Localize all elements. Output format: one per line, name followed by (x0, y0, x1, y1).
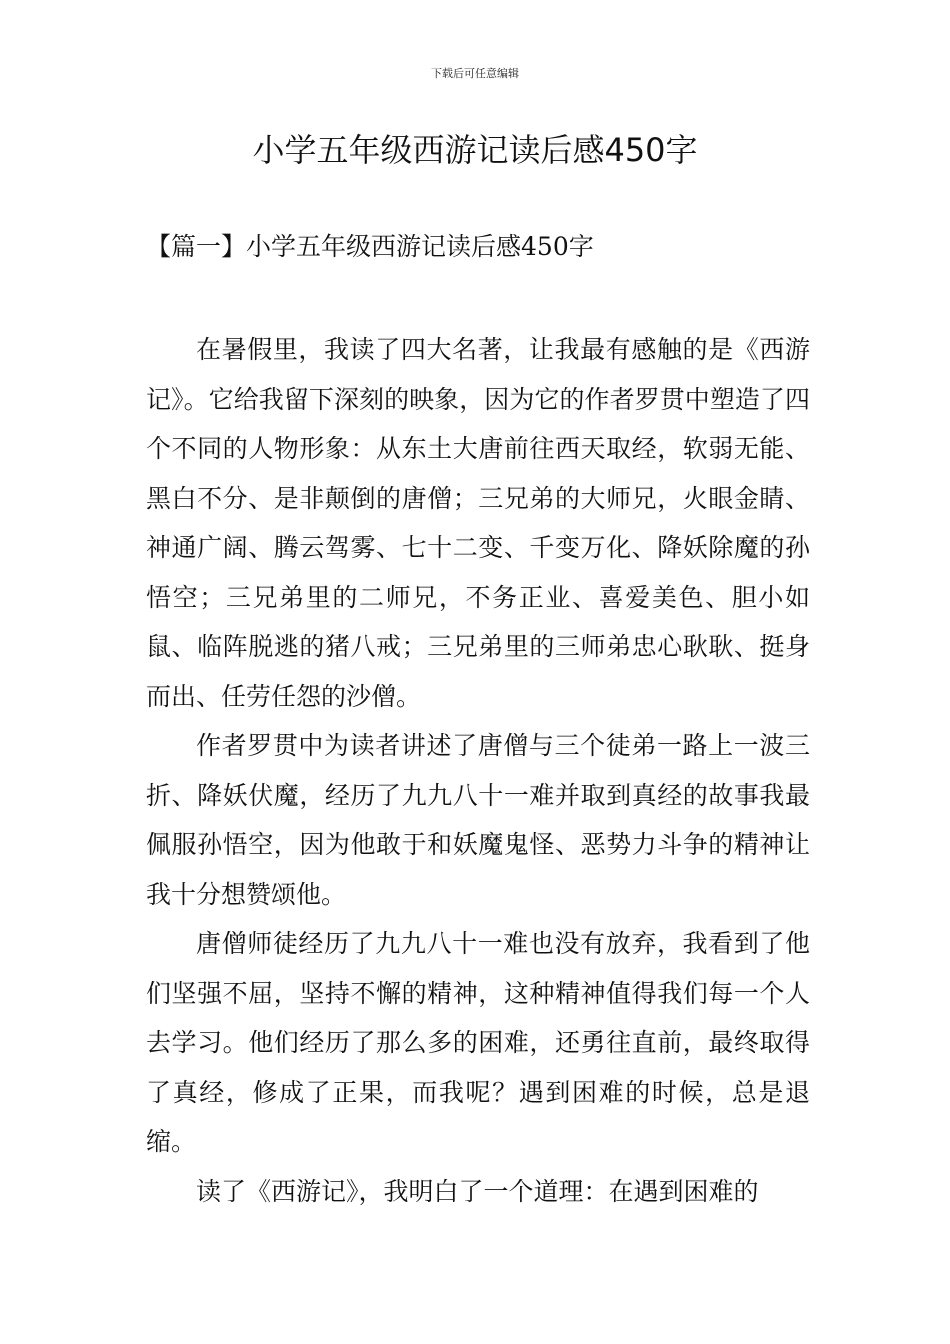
article-body (146, 325, 810, 1216)
header-note: 下载后可任意编辑 (431, 67, 519, 80)
section-heading: 【篇一】小学五年级西游记读后感450字 (146, 232, 594, 261)
paragraph: 唐僧师徒经历了九九八十一难也没有放弃，我看到了他们坚强不屈，坚持不懈的精神，这种精神值得我们每一个人去学习。他们经历了那么多的困难，还勇往直前，最终取得了真经，修成了正果，而我呢？遇到困难的时候，总是退缩。 (146, 929, 810, 1156)
document-title: 小学五年级西游记读后感450字 (252, 131, 698, 169)
paragraph: 读了《西游记》，我明白了一个道理：在遇到困难的 (196, 1176, 759, 1206)
paragraph: 在暑假里，我读了四大名著，让我最有感触的是《西游记》。它给我留下深刻的映象，因为它的作者罗贯中塑造了四个不同的人物形象：从东土大唐前往西天取经，软弱无能、黑白不分、是非颠倒的唐僧；三兄弟的大师兄，火眼金睛、神通广阔、腾云驾雾、七十二变、千变万化、降妖除魔的孙悟空；三兄弟里的二师兄，不务正业、喜爱美色、胆小如鼠、临阵脱逃的猪八戒；三兄弟里的三师弟忠心耿耿、挺身而出、任劳任怨的沙僧。 (146, 335, 810, 711)
paragraph: 作者罗贯中为读者讲述了唐僧与三个徒弟一路上一波三折、降妖伏魔，经历了九九八十一难并取到真经的故事我最佩服孙悟空，因为他敢于和妖魔鬼怪、恶势力斗争的精神让我十分想赞颂他。 (146, 731, 810, 909)
